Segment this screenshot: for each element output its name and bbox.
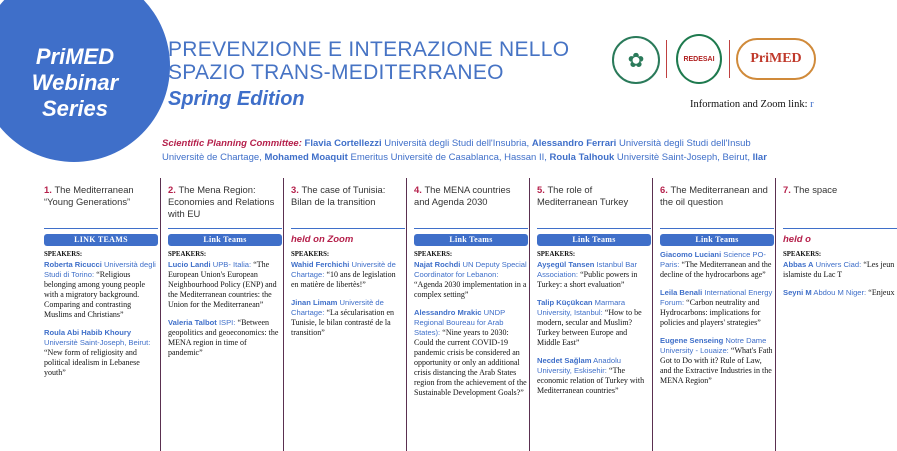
speaker-name: Seyni M xyxy=(783,288,812,297)
session-number: 2. xyxy=(168,184,179,195)
speakers-label: SPEAKERS: xyxy=(44,251,83,258)
committee-member-affiliation: Emeritus Universitè de Casablanca, Hassan II, xyxy=(347,151,550,163)
speaker-name: Valeria Talbot xyxy=(168,318,217,327)
column-divider xyxy=(775,178,776,451)
talk-title: “Agenda 2030 implementation in a complex setting” xyxy=(414,280,527,299)
column-divider xyxy=(652,178,653,451)
session-underline xyxy=(660,228,774,229)
session-title-text: The case of Tunisia: Bilan de la transition xyxy=(291,184,386,208)
brand-line-1: PriMED xyxy=(35,44,115,69)
brand-line-2: Webinar xyxy=(31,70,119,95)
talk-title: “The European Union's European Neighbourhood Policy (ENP) and the Mediterranean countries: the Union for the Mediterranean” xyxy=(168,260,277,309)
speaker-entry xyxy=(537,298,651,348)
zoom-held-label: held on Zoom xyxy=(291,234,354,245)
speaker-entry xyxy=(537,356,651,396)
speaker-entry xyxy=(783,288,897,298)
talk-title: “Enjeux xyxy=(868,288,895,297)
speaker-entry xyxy=(660,250,774,280)
session-underline xyxy=(168,228,282,229)
brand-line-3: Series xyxy=(41,96,109,121)
speaker-affiliation: Universitè Saint-Joseph, Beirut: xyxy=(44,338,151,347)
talk-title: “Carbon neutrality and Hydrocarbons: implications for policies and players' strategies” xyxy=(660,298,761,327)
speaker-entry xyxy=(414,308,528,398)
speaker-affiliation: Marmara University, Istanbul: xyxy=(537,298,626,317)
page-title xyxy=(168,38,569,84)
session-column xyxy=(44,184,158,451)
session-column xyxy=(168,184,282,451)
session-title-text: The role of Mediterranean Turkey xyxy=(537,184,629,208)
speakers-label: SPEAKERS: xyxy=(414,251,453,258)
speaker-entry xyxy=(44,328,158,378)
column-divider xyxy=(160,178,161,451)
committee-member-affiliation: Università degli Studi dell'Insubria, xyxy=(381,138,532,149)
session-title xyxy=(783,184,897,228)
speaker-affiliation: ISPI: xyxy=(216,318,238,327)
session-underline xyxy=(783,228,897,229)
committee-line-1 xyxy=(162,137,822,151)
primed-logo-text: PriMED xyxy=(750,51,802,66)
speaker-entry xyxy=(783,260,897,280)
speaker-name: Jinan Limam xyxy=(291,298,338,307)
brand-title xyxy=(0,44,150,122)
zoom-info-link[interactable]: r xyxy=(810,99,814,110)
speaker-affiliation: Università degli Studi di Torino: xyxy=(44,260,156,279)
speaker-entry xyxy=(291,260,405,290)
talk-title: “New form of religiosity and political idealism in Lebanese youth” xyxy=(44,348,140,377)
session-column xyxy=(291,184,405,451)
session-title-text: The Mena Region: Economies and Relations with EU xyxy=(168,184,275,220)
speaker-affiliation: UNDP Regional Boureau for Arab States): xyxy=(414,308,506,337)
speaker-entry xyxy=(537,260,651,290)
speaker-name: Ayşegül Tansen xyxy=(537,260,595,269)
title-line-2: SPAZIO TRANS-MEDITERRANEO xyxy=(168,61,504,84)
info-label: Information and Zoom link: xyxy=(690,99,808,110)
committee-block xyxy=(162,137,822,164)
speaker-entry xyxy=(660,288,774,328)
column-divider xyxy=(283,178,284,451)
speaker-name: Giacomo Luciani xyxy=(660,250,722,259)
session-number: 1. xyxy=(44,184,55,195)
talk-title: “How to be modern, secular and Muslim? Turkey between Europe and Middle East” xyxy=(537,308,642,347)
speaker-affiliation: Science PO-Paris: xyxy=(660,250,766,269)
speaker-affiliation: Anadolu University, Eskisehir: xyxy=(537,356,622,375)
session-title xyxy=(44,184,158,228)
committee-member-affiliation: Università degli Studi dell'Insub xyxy=(616,138,751,149)
committee-member-affiliation: Universitè Saint-Joseph, Beirut, xyxy=(614,151,753,163)
logo-divider xyxy=(729,40,730,78)
speaker-name: Leila Benali xyxy=(660,288,703,297)
speaker-entry xyxy=(291,298,405,338)
teams-link-button[interactable]: Link Teams xyxy=(414,234,528,246)
university-seal-logo: ✿ xyxy=(612,36,660,84)
column-divider xyxy=(406,178,407,451)
speaker-name: Roberta Ricucci xyxy=(44,260,102,269)
speaker-entry xyxy=(168,318,282,358)
speaker-entry xyxy=(168,260,282,310)
speakers-label: SPEAKERS: xyxy=(168,251,207,258)
redesai-logo-text: REDESAI xyxy=(683,55,715,63)
session-number: 7. xyxy=(783,184,794,195)
session-title xyxy=(414,184,528,228)
talk-title: “Nine years to 2030: Could the current COVID-19 pandemic crisis be considered an opportunity or only an additional crisis distancing the Arab States region from the achievement of the Sustainable Development Goals?” xyxy=(414,328,527,397)
committee-member-name: Ilar xyxy=(752,151,767,163)
speaker-name: Necdet Sağlam xyxy=(537,356,592,365)
zoom-held-label: held o xyxy=(783,234,811,245)
session-column xyxy=(537,184,651,451)
speaker-affiliation: International Energy Forum: xyxy=(660,288,773,307)
title-line-1: PREVENZIONE E INTERAZIONE NELLO xyxy=(168,38,570,61)
speaker-name: Eugene Senseing xyxy=(660,336,724,345)
speakers-label: SPEAKERS: xyxy=(537,251,576,258)
speaker-affiliation: Universitè de Chartage: xyxy=(291,298,384,317)
teams-link-button[interactable]: Link Teams xyxy=(537,234,651,246)
session-column xyxy=(660,184,774,451)
session-title-text: The Mediterranean “Young Generations” xyxy=(44,184,134,208)
speaker-name: Talip Küçükcan xyxy=(537,298,593,307)
talk-title: “La sécularisation en Tunisie, le bilan contrasté de la transition” xyxy=(291,308,394,337)
edition-label: Spring Edition xyxy=(168,88,305,110)
committee-member-affiliation: Universitè de Chartage, xyxy=(162,151,265,163)
teams-link-button[interactable]: Link Teams xyxy=(168,234,282,246)
session-underline xyxy=(44,228,158,229)
talk-title: “The Mediterranean and the decline of the hydrocarbons age” xyxy=(660,260,772,279)
redesai-logo xyxy=(676,34,722,84)
speaker-name: Lucio Landi xyxy=(168,260,211,269)
speaker-affiliation: UN Deputy Special Coordinator for Lebanon: xyxy=(414,260,527,279)
speaker-affiliation: Abdou M Niger: xyxy=(811,288,869,297)
speaker-entry xyxy=(414,260,528,300)
speaker-affiliation: UPB- Italia: xyxy=(210,260,254,269)
session-underline xyxy=(414,228,528,229)
teams-link-button[interactable]: LINK TEAMS xyxy=(44,234,158,246)
session-number: 4. xyxy=(414,184,425,195)
speaker-name: Roula Abi Habib Khoury xyxy=(44,328,132,337)
talk-title: “Public powers in Turkey: a short evaluation” xyxy=(537,270,638,289)
session-number: 3. xyxy=(291,184,302,195)
speaker-entry xyxy=(44,260,158,320)
info-line xyxy=(690,99,814,110)
primed-logo xyxy=(736,38,816,80)
speaker-name: Wahid Ferchichi xyxy=(291,260,350,269)
session-title xyxy=(537,184,651,228)
talk-title: “Between geopolitics and geoeconomics: the MENA region in time of pandemic” xyxy=(168,318,279,357)
speaker-affiliation: Istanbul Bar Association: xyxy=(537,260,638,279)
committee-member-name: Mohamed Moaquit xyxy=(264,151,348,163)
talk-title: “Les jeun islamiste du Lac T xyxy=(783,260,895,279)
speaker-entry xyxy=(660,336,774,386)
logo-divider xyxy=(666,40,667,78)
committee-member-name: Alessandro Ferrari xyxy=(531,138,617,149)
committee-line-2 xyxy=(162,151,822,165)
committee-member-name: Roula Talhouk xyxy=(549,151,615,163)
session-underline xyxy=(537,228,651,229)
talk-title: “What's Fath Got to Do with it? Rule of Law, and the Extractive Industries in the MENA Region” xyxy=(660,346,773,385)
session-number: 5. xyxy=(537,184,548,195)
committee-member-name: Flavia Cortellezzi xyxy=(304,138,382,149)
session-title-text: The space xyxy=(793,184,838,195)
talk-title: “The economic relation of Turkey with Mediterranean countries” xyxy=(537,366,645,395)
speaker-affiliation: Universitè de Chartage: xyxy=(291,260,396,279)
talk-title: “10 ans de legislation en matière de libertès!” xyxy=(291,270,396,289)
session-column xyxy=(414,184,528,451)
talk-title: “Religious belonging among young people with a migratory background. Comparing and contrasting Muslims and Christians” xyxy=(44,270,146,319)
session-title-text: The Mediterranean and the oil question xyxy=(660,184,768,208)
column-divider xyxy=(529,178,530,451)
speaker-name: Alessandro Mrakic xyxy=(414,308,482,317)
session-underline xyxy=(291,228,405,229)
speaker-affiliation: Univers Ciad: xyxy=(813,260,864,269)
speakers-label: SPEAKERS: xyxy=(783,251,822,258)
session-title xyxy=(291,184,405,228)
session-title xyxy=(660,184,774,228)
speaker-name: Najat Rochdi xyxy=(414,260,461,269)
committee-label: Scientific Planning Committee: xyxy=(162,138,302,149)
session-column xyxy=(783,184,897,451)
teams-link-button[interactable]: Link Teams xyxy=(660,234,774,246)
session-title-text: The MENA countries and Agenda 2030 xyxy=(414,184,511,208)
session-title xyxy=(168,184,282,228)
speaker-name: Abbas A xyxy=(783,260,814,269)
session-number: 6. xyxy=(660,184,671,195)
speaker-affiliation: Notre Dame University - Louaize: xyxy=(660,336,767,355)
speakers-label: SPEAKERS: xyxy=(291,251,330,258)
